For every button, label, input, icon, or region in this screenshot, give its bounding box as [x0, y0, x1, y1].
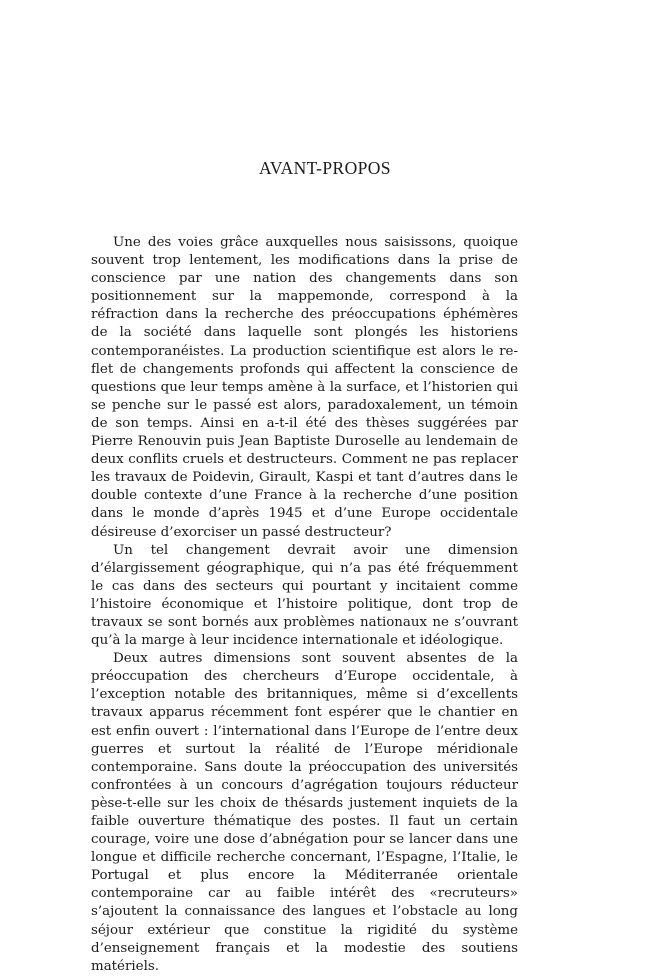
paragraph-2: Un tel changement devrait avoir une dimension d’élargissement géographique, qui n’a pas été fréquemment le cas dans des secteurs qui pourtant y incitaient comme l’histoire économique et l’histoire politique, dont trop de travaux se sont bornés aux problèmes nationaux ne s’ouvrant qu’à la marge à leur incidence internationale et idéologique. [91, 542, 518, 649]
paragraph-1: Une des voies grâce auxquelles nous saisissons, quoique souvent trop lentement, les modifications dans la prise de conscience par une nation des changements dans son positionnement sur la mappemonde, correspond à la réfraction dans la recherche des préoccupations éphémères de la société dans laquelle sont plongés les historiens contemporanéistes. La production scientifique est alors le reflet de changements profonds qui affectent la conscience de questions que leur temps amène à la surface, et l’historien qui se penche sur le passé est alors, paradoxalement, un témoin de son temps. Ainsi en a-t-il été des thèses suggérées par Pierre Renouvin puis Jean Baptiste Duroselle au lendemain de deux conflits cruels et destructeurs. Comment ne pas replacer les travaux de Poidevin, Girault, Kaspi et tant d’autres dans le double contexte d’une France à la recherche d’une position dans le monde d’après 1945 et d’une Europe occidentale désireuse d’exorciser un passé destructeur? [91, 235, 518, 540]
page-title: AVANT-PROPOS [259, 158, 391, 178]
paragraph-3: Deux autres dimensions sont souvent absentes de la préoccupation des chercheurs d’Europe occidentale, à l’exception notable des britanniques, même si d’excellents travaux apparus récemment font espérer que le chantier en est enfin ouvert : l’international dans l’Europe de l’entre deux guerres et surtout la réalité de l’Europe méridionale contemporaine. Sans doute la préoccupation des universités confrontées à un concours d’agrégation toujours réducteur pèse-t-elle sur les choix de thésards justement inquiets de la faible ouverture thématique des postes. Il faut un certain courage, voire une dose d’abnégation pour se lancer dans une longue et difficile recherche concernant, l’Espagne, l’Italie, le Portugal et plus encore la Méditerranée orientale contemporaine car au faible intérêt des «recruteurs» s’ajoutent la connaissance des langues et l’obstacle au long séjour extérieur que constitue la rigidité du système d’enseignement français et la modestie des soutiens matériels. [91, 651, 518, 974]
body-text [91, 234, 518, 976]
